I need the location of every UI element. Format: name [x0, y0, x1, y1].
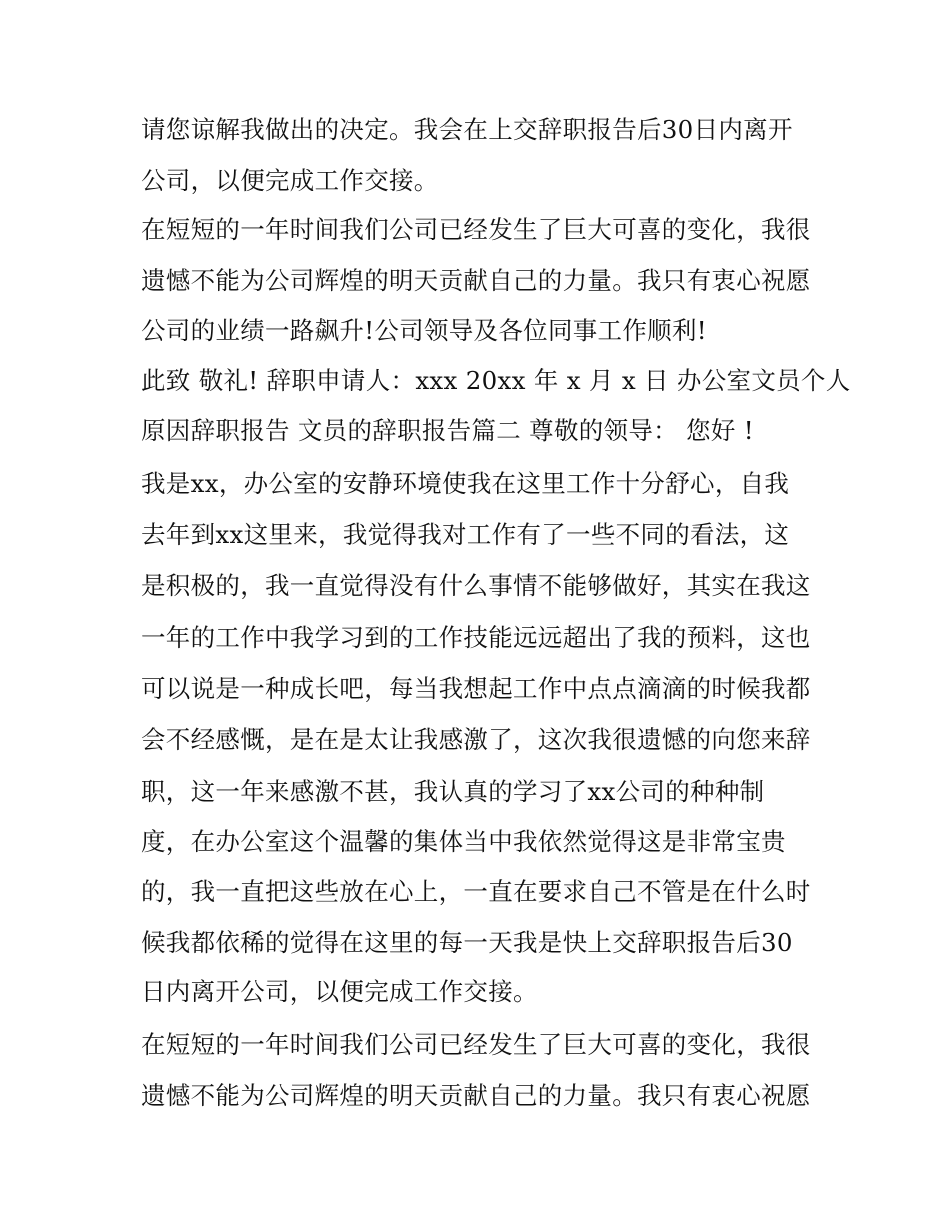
text-line: 原因辞职报告 文员的辞职报告篇二 尊敬的领导： 您好 !	[141, 416, 754, 445]
text-line: 的，我一直把这些放在心上，一直在要求自己不管是在什么时	[141, 877, 811, 906]
text-line: 可以说是一种成长吧，每当我想起工作中点点滴滴的时候我都	[141, 674, 811, 703]
text-line: 候我都依稀的觉得在这里的每一天我是快上交辞职报告后30	[141, 928, 793, 957]
text-line: 日内离开公司，以便完成工作交接。	[141, 977, 538, 1006]
text-line: 公司，以便完成工作交接。	[141, 166, 439, 195]
text-line: 遗憾不能为公司辉煌的明天贡献自己的力量。我只有衷心祝愿	[141, 1081, 811, 1110]
text-line: 公司的业绩一路飙升!公司领导及各位同事工作顺利!	[141, 316, 707, 345]
text-line: 遗憾不能为公司辉煌的明天贡献自己的力量。我只有衷心祝愿	[141, 266, 811, 295]
text-line: 是积极的，我一直觉得没有什么事情不能够做好，其实在我这	[141, 571, 811, 600]
text-line: 请您谅解我做出的决定。我会在上交辞职报告后30日内离开	[141, 115, 793, 144]
text-line: 度，在办公室这个温馨的集体当中我依然觉得这是非常宝贵	[141, 827, 786, 856]
text-line: 会不经感慨，是在是太让我感激了，这次我很遗憾的向您来辞	[141, 725, 811, 754]
text-line: 在短短的一年时间我们公司已经发生了巨大可喜的变化，我很	[141, 1030, 811, 1059]
text-line: 此致 敬礼! 辞职申请人：xxx 20xx 年 x 月 x 日 办公室文员个人	[141, 366, 851, 395]
text-line: 一年的工作中我学习到的工作技能远远超出了我的预料，这也	[141, 623, 811, 652]
text-line: 去年到xx这里来，我觉得我对工作有了一些不同的看法，这	[141, 520, 790, 549]
text-line: 我是xx，办公室的安静环境使我在这里工作十分舒心，自我	[141, 469, 790, 498]
text-line: 职，这一年来感激不甚，我认真的学习了xx公司的种种制	[141, 777, 765, 806]
text-line: 在短短的一年时间我们公司已经发生了巨大可喜的变化，我很	[141, 215, 811, 244]
